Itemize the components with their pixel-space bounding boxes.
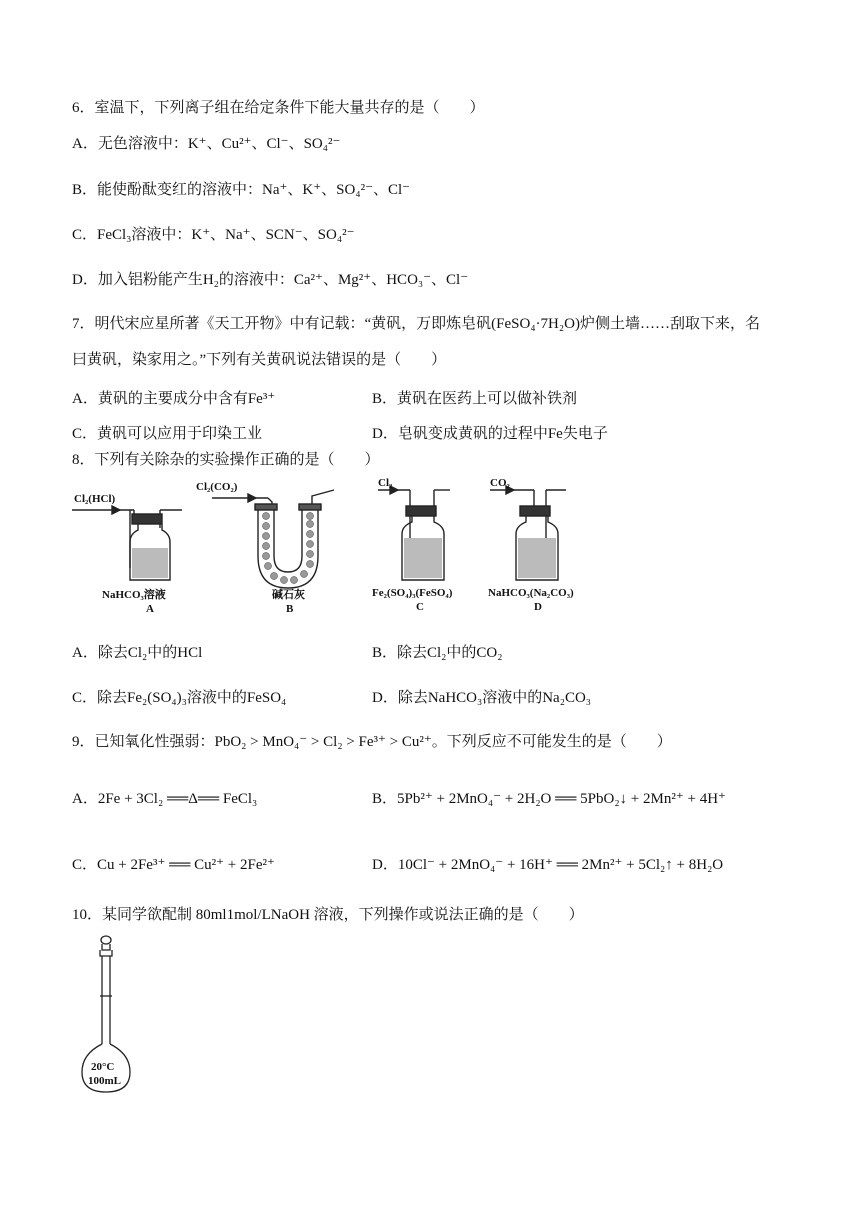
flask-temp-label: 20°C — [91, 1061, 115, 1073]
apparatus-d-wash-bottle — [490, 486, 566, 580]
fig-b-gas-label: Cl₂(CO₂) — [196, 481, 238, 493]
q7-option-d: D．皂矾变成黄矾的过程中Fe失电子 — [372, 426, 608, 442]
fig-c-reagent-label: Fe₂(SO₄)₃(FeSO₄) — [372, 587, 453, 599]
fig-d-letter: D — [534, 601, 542, 613]
q9-option-d: D．10Cl⁻ + 2MnO₄⁻ + 16H⁺ ══ 2Mn²⁺ + 5Cl₂↑ + 8H₂O — [372, 857, 724, 873]
fig-d-reagent-label: NaHCO₃(Na₂CO₃) — [488, 587, 574, 599]
fig-c-letter: C — [416, 601, 424, 613]
q8-option-d: D．除去NaHCO₃溶液中的Na₂CO₃ — [372, 690, 592, 706]
q6-option-d: D．加入铝粉能产生H₂的溶液中：Ca²⁺、Mg²⁺、HCO₃⁻、Cl⁻ — [72, 272, 469, 288]
q10-stem: 10．某同学欲配制 80ml1mol/LNaOH 溶液，下列操作或说法正确的是（ ） — [72, 907, 584, 923]
q9-option-c: C．Cu + 2Fe³⁺ ══ Cu²⁺ + 2Fe²⁺ — [72, 857, 275, 873]
fig-b-letter: B — [286, 603, 294, 615]
q8-option-a: A．除去Cl₂中的HCl — [72, 645, 203, 661]
q9-stem: 9．已知氧化性强弱：PbO₂ > MnO₄⁻ > Cl₂ > Fe³⁺ > Cu²⁺。下列反应不可能发生的是（ ） — [72, 734, 672, 750]
apparatus-c-wash-bottle — [378, 486, 450, 580]
q9-option-a: A．2Fe + 3Cl₂ ══Δ══ FeCl₃ — [72, 791, 258, 807]
fig-c-gas-label: Cl₂ — [378, 477, 393, 489]
fig-a-gas-label: Cl₂(HCl) — [74, 493, 116, 505]
q8-option-c: C．除去Fe₂(SO₄)₃溶液中的FeSO₄ — [72, 690, 287, 706]
soda-lime-granules — [263, 513, 314, 584]
apparatus-a-wash-bottle — [72, 506, 182, 580]
fig-b-reagent-label: 碱石灰 — [272, 589, 305, 601]
q6-option-a: A．无色溶液中：K⁺、Cu²⁺、Cl⁻、SO₄²⁻ — [72, 136, 341, 152]
q7-stem-line1: 7．明代宋应星所著《天工开物》中有记载：“黄矾，万即炼皂矾(FeSO₄·7H₂O)炉侧土墙……刮取下来，名 — [72, 316, 760, 332]
q7-option-b: B．黄矾在医药上可以做补铁剂 — [372, 391, 578, 407]
volumetric-flask-figure — [76, 932, 146, 1100]
q8-option-b: B．除去Cl₂中的CO₂ — [372, 645, 503, 661]
fig-a-reagent-label: NaHCO₃溶液 — [102, 589, 166, 601]
q6-option-c: C．FeCl₃溶液中：K⁺、Na⁺、SCN⁻、SO₄²⁻ — [72, 227, 355, 243]
q9-option-b: B．5Pb²⁺ + 2MnO₄⁻ + 2H₂O ══ 5PbO₂↓ + 2Mn²⁺ + 4H⁺ — [372, 791, 726, 807]
q7-stem-line2: 曰黄矾，染家用之。”下列有关黄矾说法错误的是（ ） — [72, 352, 447, 368]
fig-a-letter: A — [146, 603, 154, 615]
q8-stem: 8．下列有关除杂的实验操作正确的是（ ） — [72, 452, 380, 468]
q6-stem: 6．室温下，下列离子组在给定条件下能大量共存的是（ ） — [72, 100, 485, 116]
q8-apparatus-figure — [72, 476, 612, 616]
fig-d-gas-label: CO₂ — [490, 477, 510, 489]
flask-volume-label: 100mL — [88, 1075, 121, 1087]
q7-option-c: C．黄矾可以应用于印染工业 — [72, 426, 263, 442]
q6-option-b: B．能使酚酞变红的溶液中：Na⁺、K⁺、SO₄²⁻、Cl⁻ — [72, 182, 411, 198]
q7-option-a: A．黄矾的主要成分中含有Fe³⁺ — [72, 391, 276, 407]
